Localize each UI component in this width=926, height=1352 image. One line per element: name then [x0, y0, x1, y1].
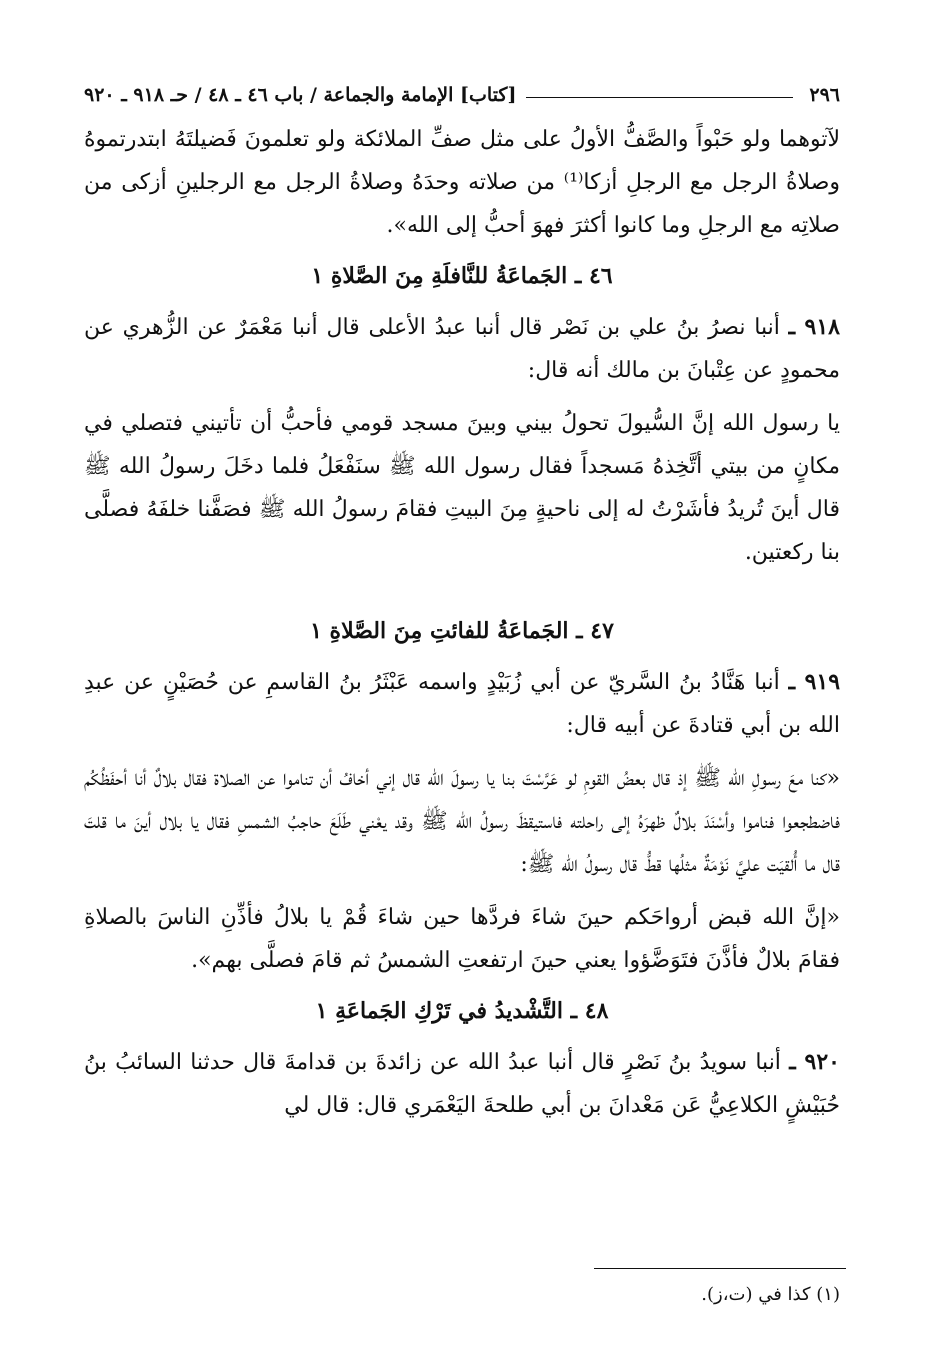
- hadith-918-isnad: أنبا نصرُ بنُ علي بن نَصْر قال أنبا عبدُ الأعلى قال أنبا مَعْمَرٌ عن الزُّهري عن محمودٍ عن عِتْبانَ بن مالك أنه قال:: [84, 315, 840, 383]
- running-header: [84, 76, 840, 106]
- paragraph-gap: [84, 392, 840, 402]
- paragraph-hadith-920-chain: [84, 1041, 840, 1127]
- hadith-919-isnad: أنبا هَنَّادُ بنُ السَّريّ عن أبي زُبَيْدٍ واسمه عَبْثَرُ بنُ القاسمِ عن حُصَيْنٍ عن عبدِ الله بن أبي قتادةَ عن أبيه قال:: [84, 670, 840, 738]
- hadith-number-918: ٩١٨ ـ: [788, 314, 840, 340]
- chapter-heading-47: ٤٧ ـ الجَماعَةُ للفائتِ مِنَ الصَّلاةِ ١: [310, 618, 614, 644]
- paragraph-hadith-919-text: «كنا معَ رسولِ الله ﷺ إذ قال بعضُ القومِ لو عَرَّسْتَ بنا يا رسولَ الله قال إني أخافُ أن تناموا عن الصلاة فقال بلالٌ أنا أحفَظُكُم فاضطجعوا فناموا وأسْنَدَ بلالٌ ظهرَهُ إلى راحلته فاستيقظَ رسولُ الله ﷺ وقد يعْني طَلَعَ حاجبُ الشمسِ فقال يا بلال أينَ ما قلتَ قال ما أُلقيَت عليَّ نَوْمَةٌ مثلُها قطُّ قال رسولُ الله ﷺ:: [84, 766, 840, 877]
- footnote-separator: [594, 1268, 846, 1269]
- paragraph-hadith-918-chain: [84, 306, 840, 392]
- chapter-heading-48: ٤٨ ـ التَّشْديدُ في تَرْكِ الجَماعَةِ ١: [315, 998, 609, 1024]
- body-text: [84, 118, 840, 1127]
- running-title: [كتاب] الإمامة والجماعة / باب ٤٦ ـ ٤٨ / حـ ٩١٨ ـ ٩٢٠: [84, 84, 517, 106]
- chapter-heading-46: ٤٦ ـ الجَماعَةُ للنَّافلَةِ مِنَ الصَّلاةِ ١: [311, 263, 613, 289]
- paragraph-gap: [84, 886, 840, 896]
- page-number: ٢٩٦: [809, 84, 840, 106]
- header-rule: [526, 85, 793, 98]
- paragraph-hadith-continuation: لآتوهما ولو حَبْواً والصَّفُّ الأولُ على مثل صفِّ الملائكة ولو تعلمونَ فَضيلتَهُ ابتدرتموهُ وصلاةُ الرجل مع الرجلِ أزكا⁽¹⁾ من صلاته وحدَهُ وصلاةُ الرجل مع الرجلينِ أزكى من صلاتِه مع الرجلِ وما كانوا أكثرَ فهوَ أحبُّ إلى الله».: [84, 127, 840, 238]
- paragraph-gap: [84, 747, 840, 757]
- hadith-920-isnad: أنبا سويدُ بنُ نَصْرٍ قال أنبا عبدُ الله عن زائدةَ بن قدامةَ قال حدثنا السائبُ بنُ حُبَيْشٍ الكلاعِيُّ عَن مَعْدانَ بن أبي طلحةَ اليَعْمَري قال: قال لي: [84, 1050, 840, 1118]
- hadith-number-919: ٩١٩ ـ: [788, 669, 841, 695]
- hadith-number-920: ٩٢٠ ـ: [789, 1049, 840, 1075]
- paragraph-hadith-918-text: يا رسول الله إنَّ السُّيولَ تحولُ بيني وبينَ مسجد قومي فأحبُّ أن تأتيني فتصلي في مكانٍ من بيتي أتَّخِذهُ مَسجداً فقال رسول الله ﷺ سنَفْعَلُ فلما دخَلَ رسولُ الله ﷺ قال أينَ تُريدُ فأشَرْتُ له إلى ناحيةٍ مِنَ البيتِ فقامَ رسولُ الله ﷺ فصَفَّنا خلفَهُ فصلَّى بنا ركعتين.: [84, 411, 840, 565]
- footnote-1: (١) كذا في (ت،ز).: [701, 1284, 840, 1305]
- paragraph-hadith-919-text-continued: «إنَّ الله قبض أرواحَكم حينَ شاءَ فردَّها حين شاءَ قُمْ يا بلالُ فأذِّنِ الناسَ بالصلاةِ فقامَ بلالٌ فأذَّنَ فتَوَضَّؤوا يعني حينَ ارتفعتِ الشمسُ ثم قامَ فصلَّى بهم».: [84, 905, 840, 973]
- paragraph-hadith-919-chain: [84, 661, 840, 747]
